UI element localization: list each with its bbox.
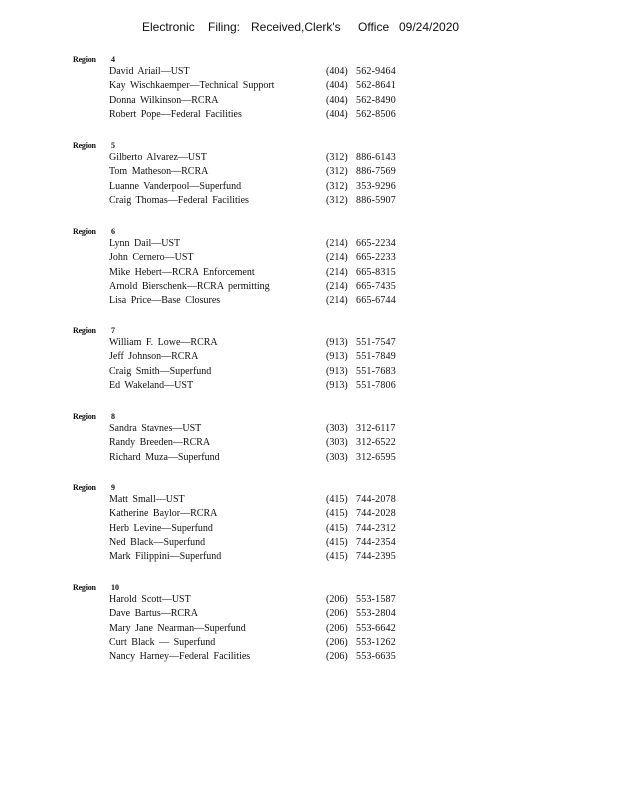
contact-list — [0, 151, 618, 208]
contact-row — [0, 365, 618, 379]
contact-list — [0, 237, 618, 308]
contact-name: Randy Breeden—RCRA — [109, 437, 211, 449]
phone-number: 551-7849 — [356, 351, 396, 363]
contact-name: Craig Thomas—Federal Facilities — [109, 194, 249, 206]
area-code: (214) — [326, 280, 348, 292]
contact-name: Ed Wakeland—UST — [109, 379, 194, 391]
region-label: Region — [73, 55, 96, 64]
contact-name: Luanne Vanderpool—Superfund — [109, 180, 242, 192]
contact-name: Richard Muza—Superfund — [109, 451, 220, 463]
phone-number: 744-2078 — [356, 494, 396, 505]
phone-number: 551-7806 — [356, 379, 396, 391]
contact-list — [0, 336, 618, 393]
region-label: Region — [73, 412, 96, 421]
contact-row — [0, 522, 618, 536]
area-code: (214) — [326, 238, 348, 249]
contact-name: Tom Matheson—RCRA — [109, 166, 209, 178]
contact-row — [0, 607, 618, 621]
region-label: Region — [73, 483, 96, 492]
region-number: 6 — [111, 227, 115, 236]
region-number: 5 — [111, 141, 115, 150]
header-date: 09/24/2020 — [399, 20, 460, 34]
phone-number: 886-5907 — [356, 194, 396, 206]
area-code: (415) — [326, 508, 348, 520]
area-code: (404) — [326, 108, 348, 120]
phone-number: 744-2028 — [356, 508, 396, 520]
contact-name: Mary Jane Nearman—Superfund — [109, 622, 246, 634]
phone-number: 665-8315 — [356, 266, 396, 278]
area-code: (303) — [326, 423, 348, 434]
contact-row — [0, 536, 618, 550]
contact-row — [0, 636, 618, 650]
area-code: (303) — [326, 437, 348, 449]
contact-name: Lynn Dail—UST — [109, 238, 181, 249]
region-number: 10 — [111, 583, 119, 592]
contact-list — [0, 493, 618, 564]
phone-number: 553-6642 — [356, 622, 396, 634]
area-code: (913) — [326, 379, 348, 391]
phone-number: 886-7569 — [356, 166, 396, 178]
region-label: Region — [73, 326, 96, 335]
contact-name: Arnold Bierschenk—RCRA permitting — [109, 280, 270, 292]
contact-row — [0, 280, 618, 294]
contact-row — [0, 294, 618, 308]
contact-row — [0, 237, 618, 251]
area-code: (404) — [326, 94, 348, 106]
contact-name: Nancy Harney—Federal Facilities — [109, 651, 251, 663]
contact-row — [0, 593, 618, 607]
phone-number: 665-6744 — [356, 295, 396, 307]
area-code: (312) — [326, 180, 348, 192]
contact-row — [0, 436, 618, 450]
contact-row — [0, 622, 618, 636]
area-code: (913) — [326, 365, 348, 377]
area-code: (214) — [326, 295, 348, 307]
contact-name: Sandra Stavnes—UST — [109, 423, 202, 434]
contact-name: Craig Smith—Superfund — [109, 365, 212, 377]
phone-number: 312-6117 — [356, 423, 396, 434]
region-number: 4 — [111, 55, 115, 64]
area-code: (913) — [326, 337, 348, 348]
area-code: (206) — [326, 594, 348, 605]
contact-row — [0, 165, 618, 179]
contact-row — [0, 94, 618, 108]
area-code: (312) — [326, 152, 348, 163]
contact-list — [0, 65, 618, 122]
header-received-clerks: Received,Clerk's — [251, 20, 341, 34]
phone-number: 665-2233 — [356, 252, 396, 264]
area-code: (206) — [326, 651, 348, 663]
area-code: (415) — [326, 494, 348, 505]
contact-row — [0, 507, 618, 521]
phone-number: 551-7547 — [356, 337, 396, 348]
phone-number: 562-8506 — [356, 108, 396, 120]
contact-name: Ned Black—Superfund — [109, 536, 206, 548]
phone-number: 562-9464 — [356, 66, 396, 77]
phone-number: 744-2312 — [356, 522, 396, 534]
contact-name: Matt Small—UST — [109, 494, 185, 505]
contact-list — [0, 593, 618, 664]
region-number: 9 — [111, 483, 115, 492]
phone-number: 562-8490 — [356, 94, 396, 106]
contact-row — [0, 650, 618, 664]
area-code: (404) — [326, 66, 348, 77]
area-code: (913) — [326, 351, 348, 363]
header-office: Office — [358, 20, 390, 34]
phone-number: 562-8641 — [356, 80, 396, 92]
contact-row — [0, 350, 618, 364]
contact-list — [0, 422, 618, 465]
contact-row — [0, 451, 618, 465]
contact-name: John Cernero—UST — [109, 252, 194, 264]
region-label: Region — [73, 227, 96, 236]
area-code: (312) — [326, 166, 348, 178]
region-label: Region — [73, 141, 96, 150]
phone-number: 553-1587 — [356, 594, 396, 605]
contact-name: Mike Hebert—RCRA Enforcement — [109, 266, 255, 278]
contact-row — [0, 266, 618, 280]
area-code: (206) — [326, 636, 348, 648]
phone-number: 353-9296 — [356, 180, 396, 192]
contact-name: Curt Black — Superfund — [109, 636, 216, 648]
area-code: (214) — [326, 266, 348, 278]
area-code: (206) — [326, 608, 348, 620]
header-filing: Filing: — [208, 20, 241, 34]
phone-number: 312-6522 — [356, 437, 396, 449]
phone-number: 665-7435 — [356, 280, 396, 292]
area-code: (415) — [326, 551, 348, 563]
contact-name: Kay Wischkaemper—Technical Support — [109, 80, 275, 92]
area-code: (312) — [326, 194, 348, 206]
contact-name: David Ariail—UST — [109, 66, 190, 77]
phone-number: 553-1262 — [356, 636, 396, 648]
region-number: 8 — [111, 412, 115, 421]
contact-row — [0, 336, 618, 350]
region-number: 7 — [111, 326, 115, 335]
area-code: (415) — [326, 522, 348, 534]
contact-row — [0, 151, 618, 165]
phone-number: 553-6635 — [356, 651, 396, 663]
contact-row — [0, 79, 618, 93]
contact-row — [0, 422, 618, 436]
contact-row — [0, 194, 618, 208]
phone-number: 312-6595 — [356, 451, 396, 463]
contact-name: Robert Pope—Federal Facilities — [109, 108, 242, 120]
contact-name: Herb Levine—Superfund — [109, 522, 213, 534]
phone-number: 744-2395 — [356, 551, 396, 563]
phone-number: 886-6143 — [356, 152, 396, 163]
contact-name: Dave Bartus—RCRA — [109, 608, 198, 620]
header-electronic: Electronic — [142, 20, 195, 34]
phone-number: 551-7683 — [356, 365, 396, 377]
contact-name: Katherine Baylor—RCRA — [109, 508, 218, 520]
contact-name: William F. Lowe—RCRA — [109, 337, 218, 348]
region-label: Region — [73, 583, 96, 592]
area-code: (214) — [326, 252, 348, 264]
contact-name: Harold Scott—UST — [109, 594, 191, 605]
area-code: (303) — [326, 451, 348, 463]
contact-row — [0, 108, 618, 122]
area-code: (206) — [326, 622, 348, 634]
contact-name: Lisa Price—Base Closures — [109, 295, 221, 307]
contact-row — [0, 65, 618, 79]
contact-row — [0, 180, 618, 194]
contact-name: Gilberto Alvarez—UST — [109, 152, 207, 163]
area-code: (415) — [326, 536, 348, 548]
contact-name: Mark Filippini—Superfund — [109, 551, 222, 563]
contact-name: Donna Wilkinson—RCRA — [109, 94, 219, 106]
contact-row — [0, 379, 618, 393]
phone-number: 665-2234 — [356, 238, 396, 249]
area-code: (404) — [326, 80, 348, 92]
contact-row — [0, 550, 618, 564]
phone-number: 744-2354 — [356, 536, 396, 548]
contact-row — [0, 251, 618, 265]
contact-row — [0, 493, 618, 507]
phone-number: 553-2804 — [356, 608, 396, 620]
contact-name: Jeff Johnson—RCRA — [109, 351, 199, 363]
filing-header — [0, 20, 618, 38]
